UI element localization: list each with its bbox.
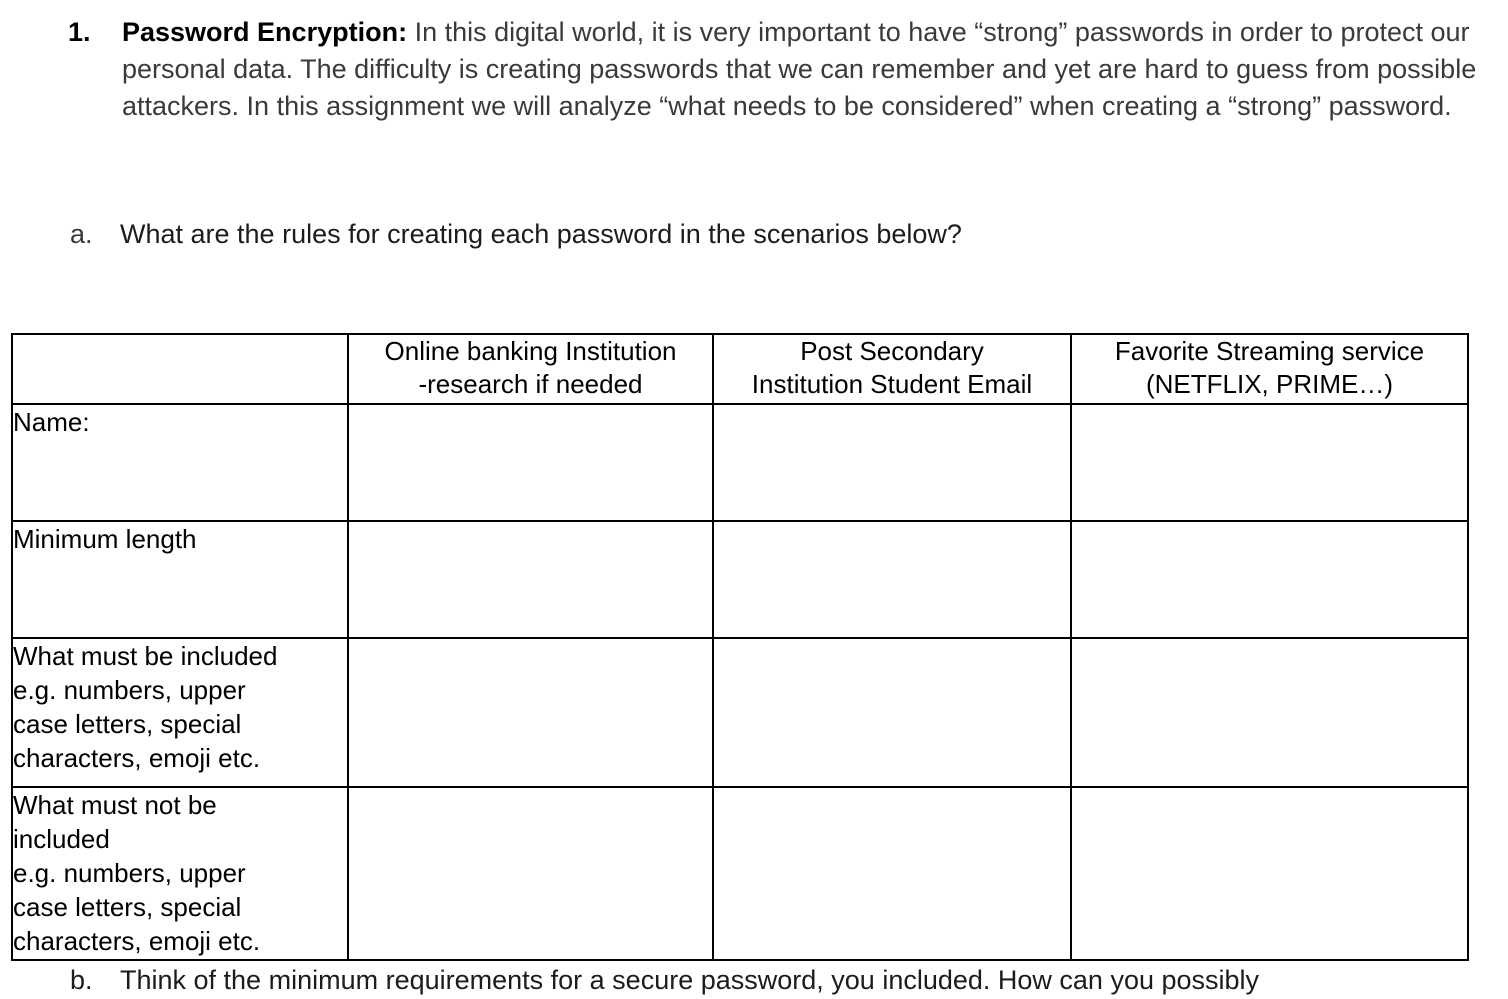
header-cell-student-email [713, 334, 1071, 404]
item-a-question-text: What are the rules for creating each password in the scenarios below? [120, 219, 962, 249]
answer-cell-minlength-streaming[interactable] [1071, 521, 1468, 638]
answer-cell-excluded-banking[interactable] [348, 787, 713, 960]
answer-cell-name-banking[interactable] [348, 404, 713, 521]
table-header [12, 334, 1468, 404]
cutoff-item-b [70, 962, 1470, 995]
table-row [12, 787, 1468, 960]
row-label-name [12, 404, 348, 521]
table-body [12, 404, 1468, 960]
row-label-line: Minimum length [13, 524, 197, 554]
answer-cell-name-streaming[interactable] [1071, 404, 1468, 521]
table-row [12, 638, 1468, 787]
answer-cell-included-banking[interactable] [348, 638, 713, 787]
row-label-line: characters, emoji etc. [13, 743, 261, 773]
header-line-2: (NETFLIX, PRIME…) [1145, 369, 1393, 399]
header-cell-blank [12, 334, 348, 404]
row-label-line: case letters, special [13, 709, 242, 739]
header-line-2: -research if needed [418, 369, 643, 399]
row-label-line: e.g. numbers, upper [13, 858, 246, 888]
table-header-row [12, 334, 1468, 404]
row-label-line: included [13, 824, 110, 854]
answer-cell-included-streaming[interactable] [1071, 638, 1468, 787]
item-a-marker: a. [70, 219, 93, 249]
row-label-line: case letters, special [13, 892, 242, 922]
row-label-line: What must be included [13, 641, 278, 671]
numbered-item-1 [68, 14, 1478, 125]
item-1-title: Password Encryption: [122, 17, 408, 47]
table-row [12, 404, 1468, 521]
cutoff-item-marker: b. [70, 965, 93, 995]
item-1-marker: 1. [68, 17, 91, 47]
header-line-1: Online banking Institution [384, 336, 677, 366]
row-label-line: What must not be [13, 790, 217, 820]
answer-cell-excluded-streaming[interactable] [1071, 787, 1468, 960]
lettered-item-a [70, 216, 1370, 253]
answer-cell-minlength-banking[interactable] [348, 521, 713, 638]
row-label-must-not-be-included [12, 787, 348, 960]
item-1-body-text: In this digital world, it is very important to have “strong” passwords in order to protect our personal data. The difficulty is creating passwords that we can remember and yet are hard to guess from possible attackers. In this assignment we will analyze “what needs to be considered” when creating a “strong” password. [122, 17, 1477, 121]
row-label-minimum-length [12, 521, 348, 638]
row-label-line: Name: [13, 407, 90, 437]
answer-cell-name-email[interactable] [713, 404, 1071, 521]
row-label-must-be-included [12, 638, 348, 787]
item-1-row [68, 14, 1478, 125]
answer-cell-excluded-email[interactable] [713, 787, 1071, 960]
answer-cell-minlength-email[interactable] [713, 521, 1071, 638]
row-label-line: e.g. numbers, upper [13, 675, 246, 705]
password-rules-table [11, 333, 1469, 961]
row-label-line: characters, emoji etc. [13, 926, 261, 956]
cutoff-item-text: Think of the minimum requirements for a secure password, you included. How can you possibly [120, 965, 1260, 995]
answer-cell-included-email[interactable] [713, 638, 1071, 787]
table-row [12, 521, 1468, 638]
header-line-1: Post Secondary [800, 336, 984, 366]
header-cell-streaming-service [1071, 334, 1468, 404]
item-1-paragraph [122, 14, 1478, 125]
header-line-1: Favorite Streaming service [1114, 336, 1425, 366]
header-cell-online-banking [348, 334, 713, 404]
header-line-2: Institution Student Email [751, 369, 1033, 399]
